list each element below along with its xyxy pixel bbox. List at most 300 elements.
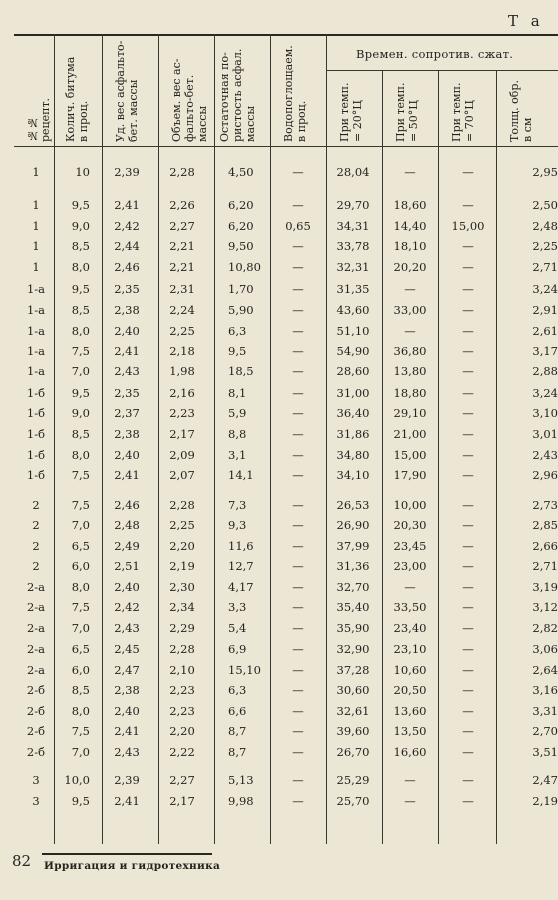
- thickness-cell: 2,85: [532, 518, 558, 532]
- sp-weight-cell: 2,44: [114, 239, 140, 253]
- sp-weight-cell: 2,41: [114, 794, 140, 808]
- porosity-cell: 8,7: [228, 724, 247, 738]
- porosity-cell: 5,13: [228, 773, 254, 787]
- strength-t50-cell: —: [404, 282, 416, 296]
- vol-weight-cell: 2,26: [169, 198, 195, 212]
- porosity-cell: 8,8: [228, 427, 247, 441]
- strength-t70-cell: —: [462, 198, 474, 212]
- sp-weight-cell: 2,39: [114, 773, 140, 787]
- bitumen-cell: 7,5: [71, 498, 90, 512]
- porosity-cell: 6,3: [228, 324, 247, 338]
- recipe-cell: 1-б: [26, 406, 46, 420]
- bitumen-cell: 8,0: [71, 580, 90, 594]
- strength-t50-cell: 16,60: [393, 745, 427, 759]
- recipe-cell: 2-a: [26, 580, 46, 594]
- strength-t70-cell: —: [462, 344, 474, 358]
- strength-t70-cell: —: [462, 260, 474, 274]
- bitumen-cell: 7,5: [71, 468, 90, 482]
- column-rule: [102, 34, 103, 844]
- strength-t50-cell: 20,20: [393, 260, 427, 274]
- sp-weight-cell: 2,38: [114, 427, 140, 441]
- porosity-cell: 6,20: [228, 219, 254, 233]
- bitumen-cell: 9,5: [71, 282, 90, 296]
- recipe-cell: 2: [32, 559, 40, 573]
- thickness-cell: 2,82: [532, 621, 558, 635]
- strength-t70-cell: —: [462, 282, 474, 296]
- bitumen-cell: 8,5: [71, 303, 90, 317]
- strength-t50-cell: 18,80: [393, 386, 427, 400]
- porosity-cell: 1,70: [228, 282, 254, 296]
- thickness-cell: 2,43: [532, 448, 558, 462]
- thickness-cell: 2,25: [532, 239, 558, 253]
- thickness-cell: 3,16: [532, 683, 558, 697]
- water-abs-cell: —: [292, 518, 304, 532]
- porosity-cell: 6,3: [228, 683, 247, 697]
- vol-weight-cell: 2,20: [169, 539, 195, 553]
- strength-t20-cell: 25,70: [336, 794, 370, 808]
- thickness-cell: 2,73: [532, 498, 558, 512]
- strength-t50-cell: 10,00: [393, 498, 427, 512]
- recipe-cell: 2-a: [26, 621, 46, 635]
- porosity-cell: 9,5: [228, 344, 247, 358]
- thickness-cell: 3,10: [532, 406, 558, 420]
- strength-t70-cell: —: [462, 663, 474, 677]
- strength-t20-cell: 34,10: [336, 468, 370, 482]
- recipe-cell: 1-б: [26, 468, 46, 482]
- thickness-cell: 3,12: [532, 600, 558, 614]
- strength-t50-cell: 18,10: [393, 239, 427, 253]
- bitumen-cell: 7,0: [71, 518, 90, 532]
- strength-t70-cell: —: [462, 406, 474, 420]
- vol-weight-cell: 2,28: [169, 498, 195, 512]
- vol-weight-cell: 2,17: [169, 794, 195, 808]
- recipe-cell: 1-a: [26, 282, 46, 296]
- strength-t70-cell: —: [462, 745, 474, 759]
- strength-t70-cell: —: [462, 773, 474, 787]
- header-porosity: Остаточная по- ристость асфал. массы: [218, 48, 257, 142]
- strength-t70-cell: —: [462, 600, 474, 614]
- strength-t20-cell: 33,78: [336, 239, 370, 253]
- column-rule: [214, 34, 215, 844]
- vol-weight-cell: 2,23: [169, 406, 195, 420]
- strength-t50-cell: 23,45: [393, 539, 427, 553]
- water-abs-cell: —: [292, 498, 304, 512]
- vol-weight-cell: 2,20: [169, 724, 195, 738]
- bitumen-cell: 6,0: [71, 663, 90, 677]
- thickness-cell: 3,01: [532, 427, 558, 441]
- strength-t50-cell: 33,50: [393, 600, 427, 614]
- strength-t50-cell: 23,00: [393, 559, 427, 573]
- bitumen-cell: 7,5: [71, 600, 90, 614]
- thickness-cell: 2,48: [532, 219, 558, 233]
- sp-weight-cell: 2,40: [114, 704, 140, 718]
- journal-title: Ирригация и гидротехника: [44, 860, 221, 872]
- water-abs-cell: —: [292, 406, 304, 420]
- sp-weight-cell: 2,42: [114, 219, 140, 233]
- porosity-cell: 18,5: [228, 364, 254, 378]
- strength-t20-cell: 32,90: [336, 642, 370, 656]
- porosity-cell: 5,9: [228, 406, 247, 420]
- strength-t50-cell: —: [404, 794, 416, 808]
- strength-t50-cell: 13,80: [393, 364, 427, 378]
- water-abs-cell: —: [292, 724, 304, 738]
- porosity-cell: 9,50: [228, 239, 254, 253]
- strength-t50-cell: 18,60: [393, 198, 427, 212]
- sp-weight-cell: 2,41: [114, 468, 140, 482]
- recipe-cell: 2-б: [26, 724, 46, 738]
- strength-t20-cell: 26,90: [336, 518, 370, 532]
- thickness-cell: 2,71: [532, 260, 558, 274]
- strength-t70-cell: —: [462, 303, 474, 317]
- column-rule: [54, 34, 55, 844]
- sp-weight-cell: 2,45: [114, 642, 140, 656]
- column-rule: [270, 34, 271, 844]
- strength-t50-cell: —: [404, 165, 416, 179]
- porosity-cell: 9,3: [228, 518, 247, 532]
- water-abs-cell: —: [292, 539, 304, 553]
- sp-weight-cell: 2,41: [114, 344, 140, 358]
- recipe-cell: 1-a: [26, 324, 46, 338]
- strength-t50-cell: 10,60: [393, 663, 427, 677]
- water-abs-cell: —: [292, 683, 304, 697]
- water-abs-cell: —: [292, 704, 304, 718]
- sp-weight-cell: 2,40: [114, 580, 140, 594]
- water-abs-cell: —: [292, 580, 304, 594]
- bitumen-cell: 7,5: [71, 344, 90, 358]
- strength-t50-cell: 13,60: [393, 704, 427, 718]
- water-abs-cell: —: [292, 448, 304, 462]
- strength-t50-cell: —: [404, 580, 416, 594]
- header-volume-weight: Объем. вес ас- фальто-бет. массы: [170, 58, 209, 142]
- recipe-cell: 2-a: [26, 663, 46, 677]
- recipe-cell: 2: [32, 539, 40, 553]
- strength-t20-cell: 28,60: [336, 364, 370, 378]
- strength-t20-cell: 36,40: [336, 406, 370, 420]
- strength-t50-cell: 15,00: [393, 448, 427, 462]
- strength-t50-cell: 23,10: [393, 642, 427, 656]
- vol-weight-cell: 2,25: [169, 518, 195, 532]
- porosity-cell: 7,3: [228, 498, 247, 512]
- strength-t70-cell: —: [462, 239, 474, 253]
- porosity-cell: 8,1: [228, 386, 247, 400]
- bitumen-cell: 10,0: [64, 773, 90, 787]
- header-water-absorption: Водопоглощаем. в проц.: [282, 45, 308, 142]
- strength-t20-cell: 34,31: [336, 219, 370, 233]
- bitumen-cell: 7,5: [71, 724, 90, 738]
- porosity-cell: 5,90: [228, 303, 254, 317]
- sp-weight-cell: 2,39: [114, 165, 140, 179]
- column-rule: [438, 70, 439, 844]
- recipe-cell: 2-б: [26, 745, 46, 759]
- page-number: 82: [12, 852, 32, 870]
- sp-weight-cell: 2,46: [114, 260, 140, 274]
- bitumen-cell: 8,0: [71, 324, 90, 338]
- strength-t20-cell: 26,70: [336, 745, 370, 759]
- water-abs-cell: —: [292, 794, 304, 808]
- vol-weight-cell: 2,23: [169, 683, 195, 697]
- water-abs-cell: —: [292, 303, 304, 317]
- bitumen-cell: 9,0: [71, 219, 90, 233]
- thickness-cell: 2,50: [532, 198, 558, 212]
- strength-t20-cell: 32,31: [336, 260, 370, 274]
- vol-weight-cell: 2,17: [169, 427, 195, 441]
- strength-t70-cell: —: [462, 580, 474, 594]
- vol-weight-cell: 2,24: [169, 303, 195, 317]
- thickness-cell: 2,96: [532, 468, 558, 482]
- strength-t20-cell: 31,00: [336, 386, 370, 400]
- recipe-cell: 1-б: [26, 448, 46, 462]
- porosity-cell: 6,6: [228, 704, 247, 718]
- strength-t70-cell: —: [462, 642, 474, 656]
- header-t20: При темп. = 20°Ц: [338, 82, 364, 142]
- strength-t20-cell: 34,80: [336, 448, 370, 462]
- porosity-cell: 9,98: [228, 794, 254, 808]
- vol-weight-cell: 2,27: [169, 773, 195, 787]
- thickness-cell: 2,64: [532, 663, 558, 677]
- sp-weight-cell: 2,49: [114, 539, 140, 553]
- strength-t20-cell: 51,10: [336, 324, 370, 338]
- strength-t20-cell: 32,61: [336, 704, 370, 718]
- sp-weight-cell: 2,47: [114, 663, 140, 677]
- strength-t70-cell: —: [462, 559, 474, 573]
- porosity-cell: 5,4: [228, 621, 247, 635]
- vol-weight-cell: 2,28: [169, 165, 195, 179]
- thickness-cell: 3,31: [532, 704, 558, 718]
- recipe-cell: 1: [32, 198, 40, 212]
- strength-t20-cell: 43,60: [336, 303, 370, 317]
- strength-t70-cell: —: [462, 704, 474, 718]
- thickness-cell: 3,19: [532, 580, 558, 594]
- bitumen-cell: 9,5: [71, 794, 90, 808]
- strength-t70-cell: —: [462, 498, 474, 512]
- bitumen-cell: 8,0: [71, 704, 90, 718]
- water-abs-cell: —: [292, 165, 304, 179]
- bitumen-cell: 7,0: [71, 364, 90, 378]
- sp-weight-cell: 2,48: [114, 518, 140, 532]
- bitumen-cell: 8,5: [71, 427, 90, 441]
- recipe-cell: 2: [32, 518, 40, 532]
- column-rule: [326, 34, 327, 844]
- porosity-cell: 11,6: [228, 539, 254, 553]
- porosity-cell: 8,7: [228, 745, 247, 759]
- strength-t70-cell: 15,00: [451, 219, 485, 233]
- recipe-cell: 1: [32, 165, 40, 179]
- recipe-cell: 2-a: [26, 642, 46, 656]
- water-abs-cell: —: [292, 745, 304, 759]
- vol-weight-cell: 2,30: [169, 580, 195, 594]
- water-abs-cell: —: [292, 468, 304, 482]
- recipe-cell: 1: [32, 219, 40, 233]
- strength-t50-cell: 33,00: [393, 303, 427, 317]
- vol-weight-cell: 2,21: [169, 239, 195, 253]
- strength-t20-cell: 25,29: [336, 773, 370, 787]
- table-title-fragment: Т а: [508, 12, 544, 30]
- water-abs-cell: —: [292, 239, 304, 253]
- strength-t70-cell: —: [462, 724, 474, 738]
- recipe-cell: 1-a: [26, 344, 46, 358]
- water-abs-cell: —: [292, 364, 304, 378]
- vol-weight-cell: 2,34: [169, 600, 195, 614]
- water-abs-cell: —: [292, 198, 304, 212]
- bitumen-cell: 8,5: [71, 239, 90, 253]
- sp-weight-cell: 2,43: [114, 745, 140, 759]
- recipe-cell: 1: [32, 239, 40, 253]
- thickness-cell: 2,70: [532, 724, 558, 738]
- bitumen-cell: 9,5: [71, 386, 90, 400]
- strength-t70-cell: —: [462, 324, 474, 338]
- header-bottom-rule: [14, 146, 558, 147]
- bitumen-cell: 8,0: [71, 448, 90, 462]
- strength-t20-cell: 37,28: [336, 663, 370, 677]
- strength-t50-cell: 23,40: [393, 621, 427, 635]
- vol-weight-cell: 2,28: [169, 642, 195, 656]
- vol-weight-cell: 2,16: [169, 386, 195, 400]
- porosity-cell: 4,17: [228, 580, 254, 594]
- strength-t70-cell: —: [462, 468, 474, 482]
- strength-t50-cell: —: [404, 773, 416, 787]
- thickness-cell: 2,88: [532, 364, 558, 378]
- strength-t70-cell: —: [462, 518, 474, 532]
- strength-t20-cell: 37,99: [336, 539, 370, 553]
- thickness-cell: 2,19: [532, 794, 558, 808]
- thickness-cell: 3,24: [532, 386, 558, 400]
- strength-t50-cell: 21,00: [393, 427, 427, 441]
- sp-weight-cell: 2,37: [114, 406, 140, 420]
- bitumen-cell: 9,0: [71, 406, 90, 420]
- sp-weight-cell: 2,38: [114, 303, 140, 317]
- porosity-cell: 10,80: [228, 260, 261, 274]
- water-abs-cell: —: [292, 344, 304, 358]
- subheader-rule: [326, 70, 558, 71]
- thickness-cell: 2,61: [532, 324, 558, 338]
- strength-t20-cell: 35,90: [336, 621, 370, 635]
- bitumen-cell: 8,5: [71, 683, 90, 697]
- water-abs-cell: —: [292, 324, 304, 338]
- sp-weight-cell: 2,41: [114, 198, 140, 212]
- sp-weight-cell: 2,35: [114, 386, 140, 400]
- vol-weight-cell: 2,18: [169, 344, 195, 358]
- strength-t70-cell: —: [462, 621, 474, 635]
- sp-weight-cell: 2,51: [114, 559, 140, 573]
- header-bitumen-qty: Колич. битума в проц.: [64, 56, 90, 142]
- recipe-cell: 2: [32, 498, 40, 512]
- vol-weight-cell: 2,23: [169, 704, 195, 718]
- strength-t20-cell: 31,36: [336, 559, 370, 573]
- strength-t70-cell: —: [462, 427, 474, 441]
- recipe-cell: 1-a: [26, 364, 46, 378]
- strength-t50-cell: 13,50: [393, 724, 427, 738]
- water-abs-cell: 0,65: [285, 219, 311, 233]
- vol-weight-cell: 2,29: [169, 621, 195, 635]
- sp-weight-cell: 2,41: [114, 724, 140, 738]
- bitumen-cell: 6,5: [71, 539, 90, 553]
- bitumen-cell: 8,0: [71, 260, 90, 274]
- thickness-cell: 2,71: [532, 559, 558, 573]
- vol-weight-cell: 2,09: [169, 448, 195, 462]
- porosity-cell: 3,1: [228, 448, 247, 462]
- vol-weight-cell: 1,98: [169, 364, 195, 378]
- header-t70: При темп. = 70°Ц: [450, 82, 476, 142]
- sp-weight-cell: 2,35: [114, 282, 140, 296]
- vol-weight-cell: 2,31: [169, 282, 195, 296]
- strength-t70-cell: —: [462, 794, 474, 808]
- strength-t20-cell: 31,86: [336, 427, 370, 441]
- bitumen-cell: 9,5: [71, 198, 90, 212]
- recipe-cell: 3: [32, 773, 40, 787]
- thickness-cell: 3,17: [532, 344, 558, 358]
- vol-weight-cell: 2,21: [169, 260, 195, 274]
- column-rule: [496, 70, 497, 844]
- strength-t20-cell: 28,04: [336, 165, 370, 179]
- column-rule: [158, 34, 159, 844]
- water-abs-cell: —: [292, 621, 304, 635]
- recipe-cell: 2-б: [26, 704, 46, 718]
- strength-t70-cell: —: [462, 539, 474, 553]
- sp-weight-cell: 2,40: [114, 448, 140, 462]
- strength-t70-cell: —: [462, 683, 474, 697]
- recipe-cell: 1: [32, 260, 40, 274]
- sp-weight-cell: 2,43: [114, 621, 140, 635]
- vol-weight-cell: 2,22: [169, 745, 195, 759]
- strength-t50-cell: 29,10: [393, 406, 427, 420]
- porosity-cell: 6,9: [228, 642, 247, 656]
- strength-t20-cell: 30,60: [336, 683, 370, 697]
- recipe-cell: 1-б: [26, 427, 46, 441]
- footer-rule: [42, 853, 212, 855]
- water-abs-cell: —: [292, 386, 304, 400]
- thickness-cell: 3,24: [532, 282, 558, 296]
- water-abs-cell: —: [292, 260, 304, 274]
- header-specific-weight: Уд. вес асфальто- бет. массы: [114, 40, 140, 142]
- porosity-cell: 4,50: [228, 165, 254, 179]
- strength-t50-cell: 20,50: [393, 683, 427, 697]
- sp-weight-cell: 2,40: [114, 324, 140, 338]
- porosity-cell: 12,7: [228, 559, 254, 573]
- sp-weight-cell: 2,42: [114, 600, 140, 614]
- strength-t70-cell: —: [462, 364, 474, 378]
- recipe-cell: 1-б: [26, 386, 46, 400]
- recipe-cell: 1-a: [26, 303, 46, 317]
- strength-t50-cell: 17,90: [393, 468, 427, 482]
- water-abs-cell: —: [292, 642, 304, 656]
- porosity-cell: 15,10: [228, 663, 261, 677]
- strength-t20-cell: 32,70: [336, 580, 370, 594]
- table-top-rule: [14, 34, 558, 36]
- vol-weight-cell: 2,25: [169, 324, 195, 338]
- porosity-cell: 6,20: [228, 198, 254, 212]
- vol-weight-cell: 2,19: [169, 559, 195, 573]
- strength-t20-cell: 29,70: [336, 198, 370, 212]
- thickness-cell: 2,91: [532, 303, 558, 317]
- strength-t50-cell: 36,80: [393, 344, 427, 358]
- thickness-cell: 3,06: [532, 642, 558, 656]
- recipe-cell: 2-б: [26, 683, 46, 697]
- water-abs-cell: —: [292, 427, 304, 441]
- vol-weight-cell: 2,10: [169, 663, 195, 677]
- strength-t50-cell: 20,30: [393, 518, 427, 532]
- water-abs-cell: —: [292, 663, 304, 677]
- thickness-cell: 2,47: [532, 773, 558, 787]
- strength-t20-cell: 31,35: [336, 282, 370, 296]
- porosity-cell: 14,1: [228, 468, 254, 482]
- strength-t70-cell: —: [462, 448, 474, 462]
- sp-weight-cell: 2,43: [114, 364, 140, 378]
- bitumen-cell: 6,5: [71, 642, 90, 656]
- thickness-cell: 3,51: [532, 745, 558, 759]
- bitumen-cell: 10: [75, 165, 90, 179]
- thickness-cell: 2,66: [532, 539, 558, 553]
- water-abs-cell: —: [292, 773, 304, 787]
